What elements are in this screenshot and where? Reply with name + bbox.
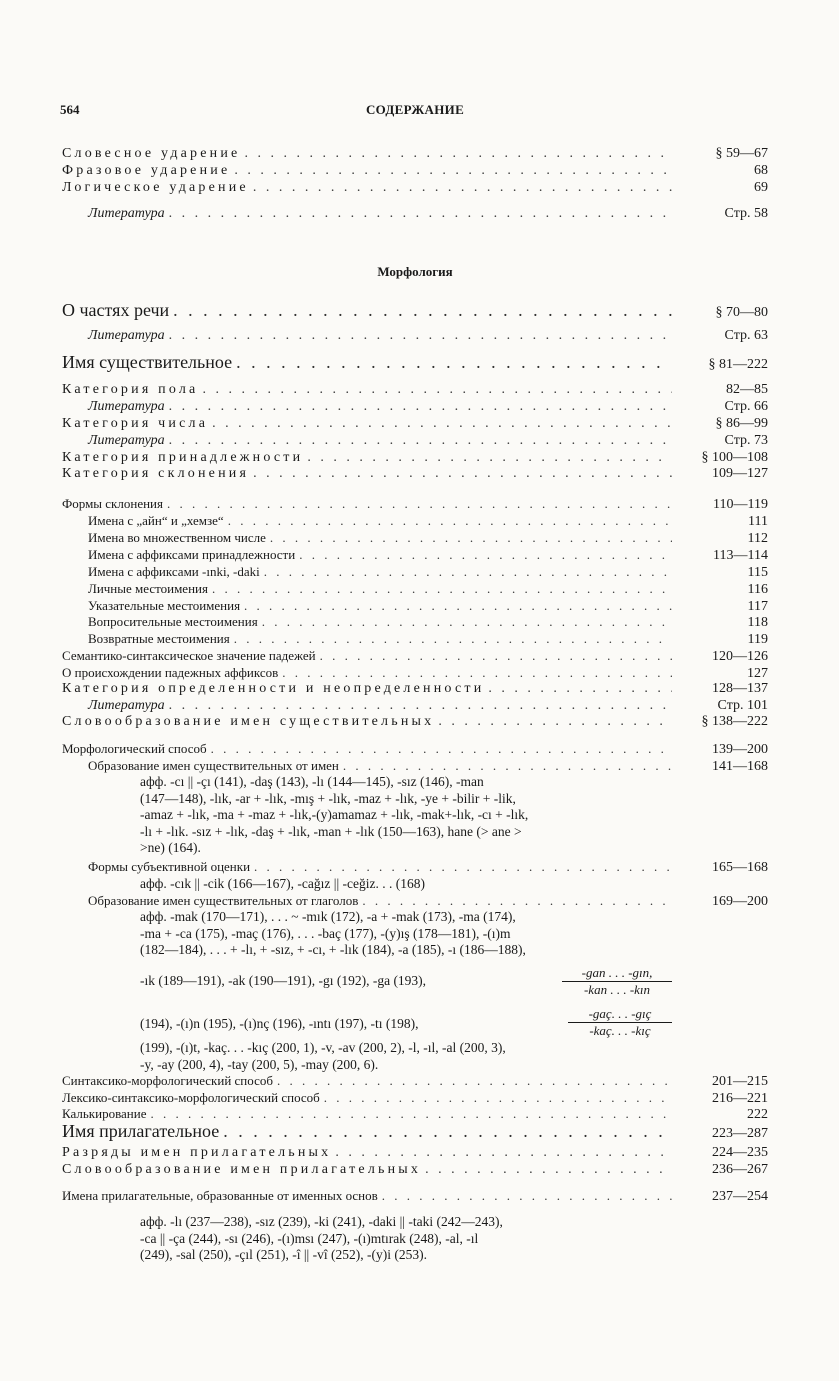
entry-label: Указательные местоимения [88, 598, 241, 613]
leader-dots [270, 530, 672, 546]
entry-label: Разряды имен прилагательных [62, 1145, 332, 1160]
leader-dots [211, 741, 672, 757]
leader-dots [212, 416, 672, 432]
entry-label: Возвратные местоимения [88, 631, 230, 646]
entry-ref: § 86—99 [715, 416, 768, 431]
leader-dots [167, 496, 672, 512]
entry-label: Формы склонения [62, 496, 163, 511]
entry-ref: 109—127 [712, 466, 768, 481]
leader-dots [362, 893, 672, 909]
entry-label: О происхождении падежных аффиксов [62, 665, 279, 680]
leader-dots [253, 180, 672, 196]
text-line: -ık (189—191), -ak (190—191), -gı (192), -ga (193), [140, 973, 427, 988]
toc-entry[interactable] [62, 1121, 768, 1142]
entry-label: Фразовое ударение [62, 163, 231, 178]
leader-dots [425, 1162, 672, 1178]
toc-entry[interactable] [62, 163, 768, 179]
toc-entry[interactable] [62, 352, 768, 373]
toc-entry[interactable] [62, 416, 768, 432]
text-line: -lı + -lık. -sız + -lık, -daş + -lık, -man + -lık (150—163), hane (> ane > [140, 823, 522, 839]
fraction-denominator: -kan . . . -kın [583, 982, 651, 997]
entry-label: Литература [88, 698, 165, 713]
entry-label: Категория принадлежности [62, 450, 304, 465]
entry-label: О частях речи [62, 300, 170, 320]
text-line: (194), -(ı)n (195), -(ı)nç (196), -ıntı (197), -tı (198), [140, 1016, 419, 1031]
entry-ref: § 59—67 [715, 146, 768, 161]
entry-label: Имена с „айн“ и „хемзе“ [88, 513, 224, 528]
text-line: афф. -cı || -çı (141), -daş (143), -lı (144—145), -sız (146), -man [140, 774, 484, 789]
entry-label: Литература [88, 328, 165, 343]
entry-ref: 222 [747, 1107, 768, 1122]
entry-label: Имя прилагательное [62, 1121, 220, 1141]
fraction-denominator: -kaç. . . -kıç [589, 1023, 651, 1038]
affix-fraction [562, 965, 672, 998]
leader-dots [264, 564, 672, 580]
entry-label: Синтаксико-морфологический способ [62, 1073, 273, 1088]
leader-dots [169, 328, 672, 344]
leader-dots [324, 1090, 672, 1106]
leader-dots [169, 698, 672, 714]
entry-ref: § 70—80 [715, 305, 768, 320]
entry-ref: 128—137 [712, 681, 768, 696]
entry-ref: 127 [747, 666, 768, 681]
affix-list-nouns-from-nouns [140, 774, 528, 857]
leader-dots [382, 1188, 672, 1204]
toc-entry[interactable] [62, 399, 768, 415]
entry-ref: 141—168 [712, 759, 768, 774]
leader-dots [169, 399, 672, 415]
toc-entry[interactable] [62, 180, 768, 196]
entry-ref: 110—119 [713, 497, 768, 512]
entry-ref: 69 [754, 180, 768, 195]
entry-label: Категория склонения [62, 466, 250, 481]
toc-entry[interactable] [62, 714, 768, 730]
fraction-numerator: -gan . . . -gın, [562, 965, 672, 982]
entry-ref: § 81—222 [708, 357, 768, 372]
toc-entry[interactable] [62, 1073, 768, 1090]
entry-label: Литература [88, 399, 165, 414]
toc-entry[interactable] [62, 598, 768, 615]
entry-label: Образование имен существительных от глаголов [88, 893, 359, 908]
leader-dots [151, 1106, 673, 1122]
text-line: (199), -(ı)t, -kaç. . . -kıç (200, 1), -v, -av (200, 2), -l, -ıl, -al (200, 3), [140, 1040, 506, 1055]
leader-dots [299, 547, 672, 563]
affix-list-nouns-from-verbs [140, 909, 526, 959]
entry-label: Литература [88, 433, 165, 448]
entry-label: Словесное ударение [62, 146, 241, 161]
leader-dots [262, 614, 672, 630]
leader-dots [236, 352, 672, 373]
toc-entry[interactable] [62, 1090, 768, 1107]
entry-ref: 119 [747, 632, 768, 647]
toc-entry[interactable] [62, 328, 768, 344]
entry-ref: 116 [747, 582, 768, 597]
leader-dots [253, 466, 672, 482]
entry-ref: 112 [747, 531, 768, 546]
entry-ref: 216—221 [712, 1091, 768, 1106]
leader-dots [169, 433, 672, 449]
running-header [62, 102, 768, 122]
leader-dots [282, 665, 672, 681]
toc-entry[interactable] [62, 631, 768, 648]
toc-entry[interactable] [62, 741, 768, 758]
entry-label: Калькирование [62, 1106, 147, 1121]
leader-dots [320, 648, 672, 664]
text-line: (182—184), . . . + -lı, + -sız, + -cı, + -lık (184), -a (185), -ı (186—188), [140, 942, 526, 957]
leader-dots [244, 598, 672, 614]
leader-dots [223, 1121, 672, 1142]
entry-label: Имя существительное [62, 352, 233, 372]
entry-label: Личные местоимения [88, 581, 208, 596]
toc-entry[interactable] [62, 206, 768, 222]
text-line: -ca || -ça (244), -sı (246), -(ı)msı (247), -(ı)mtırak (248), -al, -ıl [140, 1230, 479, 1246]
text-line: афф. -lı (237—238), -sız (239), -ki (241), -daki || -taki (242—243), [140, 1214, 503, 1229]
leader-dots [212, 581, 672, 597]
toc-entry[interactable] [62, 1162, 768, 1178]
affix-fraction [568, 1006, 672, 1039]
entry-ref: 139—200 [712, 742, 768, 757]
affix-list-subjective [140, 876, 425, 893]
entry-label: Имена с аффиксами -ınki, -daki [88, 564, 260, 579]
entry-label: Семантико-синтаксическое значение падежей [62, 648, 316, 663]
entry-ref: 82—85 [726, 382, 768, 397]
leader-dots [488, 681, 672, 697]
toc-entry[interactable] [62, 1145, 768, 1161]
entry-label: Категория определенности и неопределенности [62, 681, 485, 696]
entry-ref: 224—235 [712, 1145, 768, 1160]
entry-label: Категория пола [62, 382, 199, 397]
entry-ref: Стр. 63 [724, 328, 768, 343]
entry-ref: 236—267 [712, 1162, 768, 1177]
leader-dots [169, 206, 672, 222]
toc-entry[interactable] [62, 681, 768, 697]
entry-ref: 68 [754, 163, 768, 178]
entry-label: Категория числа [62, 416, 209, 431]
toc-entry[interactable] [62, 665, 768, 682]
entry-ref: 237—254 [712, 1189, 768, 1204]
toc-entry[interactable] [62, 859, 768, 876]
toc-entry[interactable] [62, 382, 768, 398]
entry-label: Имена прилагательные, образованные от именных основ [62, 1188, 378, 1203]
entry-label: Логическое ударение [62, 180, 249, 195]
entry-label: Вопросительные местоимения [88, 614, 258, 629]
entry-label: Формы субъективной оценки [88, 859, 251, 874]
entry-ref: § 100—108 [701, 450, 768, 465]
leader-dots [277, 1073, 672, 1089]
entry-ref: 117 [747, 599, 768, 614]
entry-label: Литература [88, 206, 165, 221]
toc-entry[interactable] [62, 433, 768, 449]
toc-entry[interactable] [62, 614, 768, 631]
section-title: Морфология [377, 264, 453, 279]
toc-entry[interactable] [62, 648, 768, 665]
affix-list-tail [140, 1040, 506, 1073]
toc-entry[interactable] [62, 300, 768, 321]
leader-dots [438, 714, 672, 730]
page-number: 564 [60, 102, 80, 117]
toc-entry[interactable] [62, 450, 768, 466]
entry-ref: 111 [748, 514, 768, 529]
page-title: СОДЕРЖАНИЕ [365, 102, 465, 117]
entry-label: Образование имен существительных от имен [88, 758, 339, 773]
toc-entry[interactable] [62, 564, 768, 581]
toc-entry[interactable] [62, 466, 768, 482]
toc-entry[interactable] [62, 758, 768, 775]
entry-label: Словообразование имен существительных [62, 714, 435, 729]
text-line: (147—148), -lık, -ar + -lık, -mış + -lık, -maz + -lık, -ye + -bilir + -lik, [140, 790, 516, 806]
fraction-numerator: -gaç. . . -gıç [568, 1006, 672, 1023]
entry-label: Лексико-синтаксико-морфологический способ [62, 1090, 320, 1105]
entry-ref: Стр. 58 [724, 206, 768, 221]
leader-dots [307, 450, 672, 466]
entry-ref: 113—114 [713, 548, 768, 563]
entry-ref: Стр. 73 [724, 433, 768, 448]
entry-ref: 118 [747, 615, 768, 630]
toc-entry[interactable] [62, 547, 768, 564]
leader-dots [234, 163, 672, 179]
text-line: (249), -sal (250), -çıl (251), -î || -vî (252), -(y)i (253). [140, 1247, 427, 1262]
toc-entry[interactable] [62, 893, 768, 910]
entry-ref: 169—200 [712, 894, 768, 909]
entry-ref: 115 [747, 565, 768, 580]
toc-entry[interactable] [62, 146, 768, 162]
entry-ref: Стр. 101 [717, 698, 768, 713]
entry-ref: § 138—222 [701, 714, 768, 729]
entry-ref: 223—287 [712, 1126, 768, 1141]
leader-dots [335, 1145, 672, 1161]
contents-page [62, 0, 768, 1381]
leader-dots [173, 300, 672, 321]
entry-label: Имена во множественном числе [88, 530, 266, 545]
toc-entry[interactable] [62, 513, 768, 530]
leader-dots [343, 758, 672, 774]
entry-label: Словообразование имен прилагательных [62, 1162, 422, 1177]
toc-entry[interactable] [62, 581, 768, 598]
entry-ref: Стр. 66 [724, 399, 768, 414]
toc-entry[interactable] [62, 496, 768, 513]
text-line: -ma + -ca (175), -maç (176), . . . -baç (177), -(y)ış (178—181), -(ı)m [140, 925, 511, 941]
affix-list-adjectives [140, 1214, 503, 1264]
leader-dots [244, 146, 672, 162]
toc-entry[interactable] [62, 530, 768, 547]
text-line: -y, -ay (200, 4), -tay (200, 5), -may (200, 6). [140, 1056, 379, 1072]
leader-dots [228, 513, 672, 529]
text-line: афф. -mak (170—171), . . . ~ -mık (172), -a + -mak (173), -ma (174), [140, 909, 516, 924]
leader-dots [202, 382, 672, 398]
leader-dots [234, 631, 672, 647]
text-line: афф. -cık || -cik (166—167), -cağız || -ceğiz. . . (168) [140, 876, 425, 891]
entry-ref: 120—126 [712, 649, 768, 664]
entry-ref: 165—168 [712, 860, 768, 875]
entry-label: Морфологический способ [62, 741, 207, 756]
toc-entry[interactable] [62, 698, 768, 714]
leader-dots [254, 859, 672, 875]
text-line: -amaz + -lık, -ma + -maz + -lık,-(y)amamaz + -lık, -mak+-lık, -cı + -lık, [140, 807, 529, 822]
entry-label: Имена с аффиксами принадлежности [88, 547, 296, 562]
toc-entry[interactable] [62, 1188, 768, 1205]
entry-ref: 201—215 [712, 1074, 768, 1089]
text-line: >ne) (164). [140, 840, 201, 855]
